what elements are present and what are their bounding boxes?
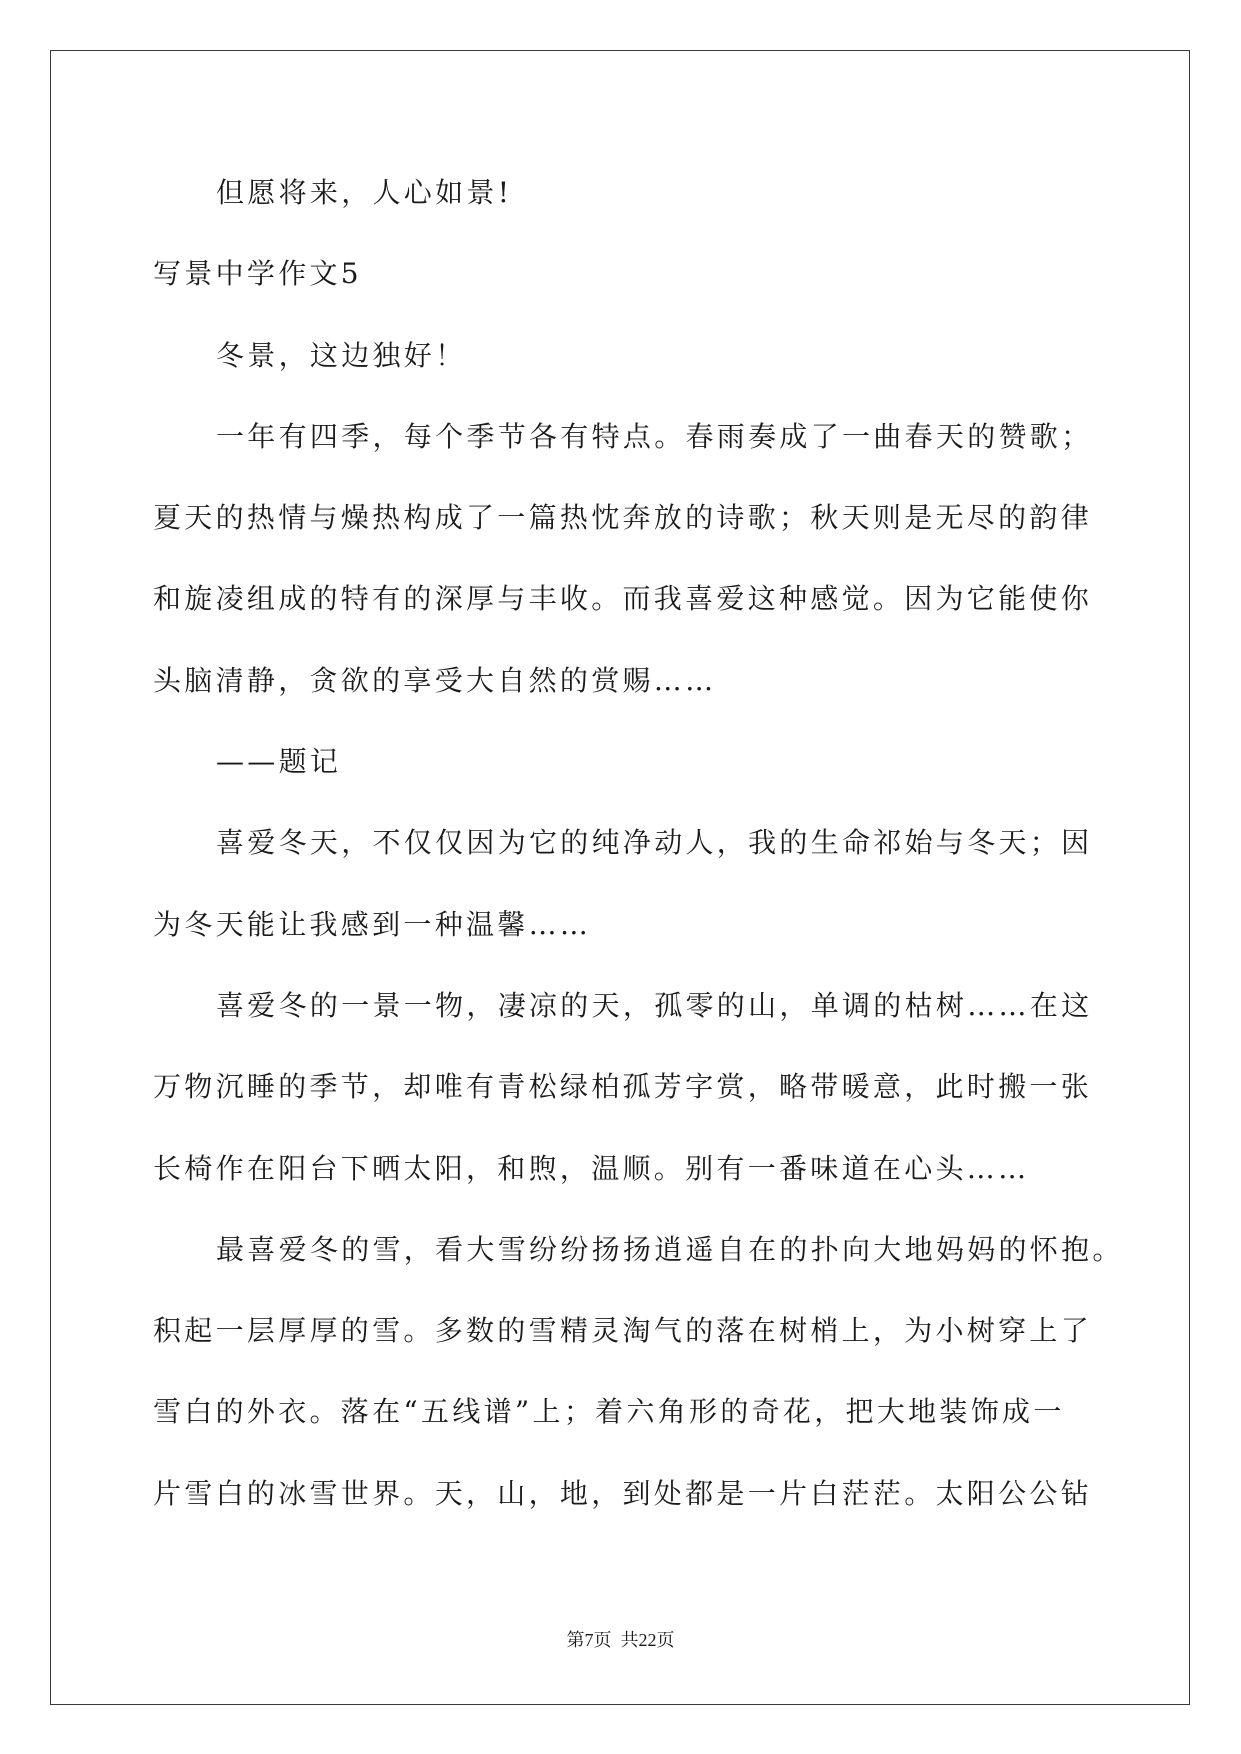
epigraph-attribution: ——题记 [216, 745, 342, 779]
paragraph-line: 最喜爱冬的雪，看大雪纷纷扬扬逍遥自在的扑向大地妈妈的怀抱。 [216, 1232, 1124, 1266]
paragraph-line: 和旋凌组成的特有的深厚与丰收。而我喜爱这种感觉。因为它能使你 [153, 582, 1093, 616]
paragraph-line: 积起一层厚厚的雪。多数的雪精灵淘气的落在树梢上，为小树穿上了 [153, 1314, 1093, 1348]
paragraph-line: 为冬天能让我感到一种温馨…… [153, 907, 592, 941]
essay-title: 写景中学作文5 [153, 257, 362, 291]
paragraph-line: 万物沉睡的季节，却唯有青松绿柏孤芳字赏，略带暖意，此时搬一张 [153, 1070, 1093, 1104]
paragraph-line: 喜爱冬天，不仅仅因为它的纯净动人，我的生命祁始与冬天；因 [216, 826, 1093, 860]
paragraph-line: 喜爱冬的一景一物，凄凉的天，孤零的山，单调的枯树……在这 [216, 988, 1093, 1022]
document-body [153, 152, 1153, 1534]
paragraph-line: 一年有四季，每个季节各有特点。春雨奏成了一曲春天的赞歌； [216, 419, 1093, 453]
previous-essay-ending: 但愿将来，人心如景! [216, 176, 513, 209]
paragraph-line: 夏天的热情与燥热构成了一篇热忱奔放的诗歌；秋天则是无尽的韵律 [153, 501, 1093, 535]
paragraph-line: 头脑清静，贪欲的享受大自然的赏赐…… [153, 663, 717, 697]
paragraph-line: 长椅作在阳台下晒太阳，和煦，温顺。别有一番味道在心头…… [153, 1151, 1030, 1185]
page-number: 第7页 共22页 [566, 1630, 675, 1650]
paragraph-line: 片雪白的冰雪世界。天，山，地，到处都是一片白茫茫。太阳公公钻 [153, 1476, 1093, 1510]
paragraph-line: 冬景，这边独好！ [216, 338, 467, 372]
paragraph-line: 雪白的外衣。落在“五线谱”上；着六角形的奇花，把大地装饰成一 [153, 1395, 1065, 1429]
